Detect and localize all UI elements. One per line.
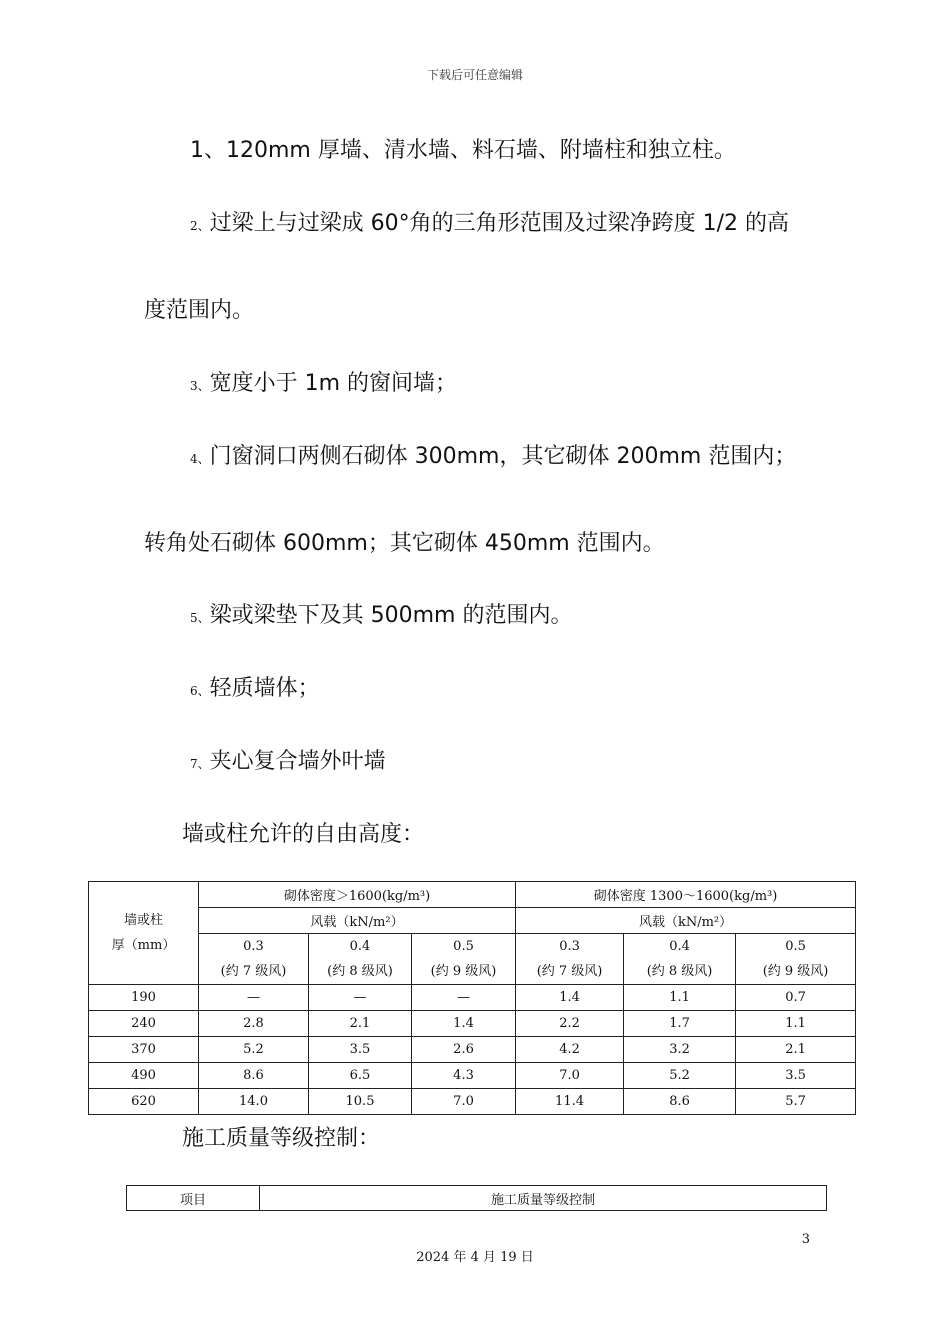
list-item-text: 轻质墙体； [209, 676, 320, 701]
list-item-7 [190, 747, 386, 779]
wind-note: (约 9 级风) [430, 964, 497, 979]
table-cell: 1.7 [624, 1011, 736, 1037]
row-header-line: 厚（mm） [111, 938, 176, 953]
thickness-cell: 240 [89, 1011, 199, 1037]
wind-value: 0.4 [669, 939, 690, 954]
table-cell: 4.2 [516, 1037, 624, 1063]
table-cell: — [309, 985, 412, 1011]
table-row [89, 1011, 856, 1037]
table-cell: — [412, 985, 516, 1011]
wind-value: 0.3 [243, 939, 264, 954]
list-item-1 [190, 136, 736, 166]
table-cell: 3.2 [624, 1037, 736, 1063]
wind-col-header [412, 934, 516, 985]
wind-note: (约 8 级风) [646, 964, 713, 979]
list-item-text: 1、120mm 厚墙、清水墙、料石墙、附墙柱和独立柱。 [190, 138, 736, 163]
table-cell: 4.3 [412, 1063, 516, 1089]
wind-note: (约 7 级风) [536, 964, 603, 979]
table-cell: — [199, 985, 309, 1011]
list-item-text: 度范围内。 [144, 298, 255, 323]
wind-note: (约 7 级风) [220, 964, 287, 979]
table-cell: 1.1 [624, 985, 736, 1011]
thickness-cell: 370 [89, 1037, 199, 1063]
table-cell: 7.0 [412, 1089, 516, 1115]
table-cell: 2.8 [199, 1011, 309, 1037]
list-item-text: 门窗洞口两侧石砌体 300mm，其它砌体 200mm 范围内； [209, 444, 797, 469]
table-cell: 0.7 [736, 985, 856, 1011]
list-item-number: 5、 [190, 611, 210, 625]
thickness-cell: 190 [89, 985, 199, 1011]
list-item-text: 转角处石砌体 600mm；其它砌体 450mm 范围内。 [144, 531, 665, 556]
list-item-text: 夹心复合墙外叶墙 [209, 749, 386, 774]
list-item-4 [190, 442, 796, 474]
table-cell: 2.6 [412, 1037, 516, 1063]
list-item-number: 3、 [190, 379, 210, 393]
list-item-2 [190, 209, 789, 241]
table-cell: 1.1 [736, 1011, 856, 1037]
quality-table-col1: 项目 [127, 1186, 260, 1211]
list-item-text: 梁或梁垫下及其 500mm 的范围内。 [209, 603, 573, 628]
table-cell: 2.2 [516, 1011, 624, 1037]
table-row [89, 1063, 856, 1089]
wall-height-table [88, 881, 856, 1115]
list-item-number: 6、 [190, 684, 210, 698]
table-cell: 14.0 [199, 1089, 309, 1115]
table-cell: 3.5 [736, 1063, 856, 1089]
table-row [89, 1037, 856, 1063]
table-cell: 10.5 [309, 1089, 412, 1115]
list-item-2-continuation [144, 296, 254, 326]
wind-value: 0.3 [559, 939, 580, 954]
wind-col-header [309, 934, 412, 985]
table-cell: 5.7 [736, 1089, 856, 1115]
group-header: 砌体密度 1300～1600(kg/m³) [516, 882, 856, 908]
list-item-number: 7、 [190, 757, 210, 771]
table-cell: 7.0 [516, 1063, 624, 1089]
wind-value: 0.5 [785, 939, 806, 954]
list-item-6 [190, 674, 320, 706]
footer-date: 2024 年 4 月 19 日 [416, 1250, 534, 1265]
quality-control-table [126, 1185, 827, 1211]
row-header-line: 墙或柱 [123, 913, 163, 928]
row-header-cell [89, 882, 199, 985]
table-cell: 3.5 [309, 1037, 412, 1063]
table-row [89, 1089, 856, 1115]
table-row [89, 985, 856, 1011]
list-item-text: 过梁上与过梁成 60°角的三角形范围及过梁净跨度 1/2 的高 [209, 211, 790, 236]
wind-load-header: 风载（kN/m²） [199, 908, 516, 934]
table-cell: 2.1 [736, 1037, 856, 1063]
group-header: 砌体密度＞1600(kg/m³) [199, 882, 516, 908]
wind-note: (约 8 级风) [327, 964, 393, 979]
wind-col-header [624, 934, 736, 985]
table-cell: 11.4 [516, 1089, 624, 1115]
section-heading-quality: 施工质量等级控制： [182, 1126, 381, 1151]
wind-col-header [736, 934, 856, 985]
page-number: 3 [801, 1232, 810, 1247]
table-cell: 1.4 [412, 1011, 516, 1037]
page-header: 下载后可任意编辑 [426, 68, 523, 82]
thickness-cell: 620 [89, 1089, 199, 1115]
wind-value: 0.5 [453, 939, 474, 954]
table-cell: 8.6 [624, 1089, 736, 1115]
wind-value: 0.4 [349, 939, 371, 954]
table-cell: 8.6 [199, 1063, 309, 1089]
table-cell: 5.2 [624, 1063, 736, 1089]
list-item-3 [190, 369, 457, 401]
list-item-number: 2、 [190, 219, 210, 233]
table-cell: 6.5 [309, 1063, 412, 1089]
wind-load-header: 风载（kN/m²） [516, 908, 856, 934]
section-heading-free-height: 墙或柱允许的自由高度： [182, 822, 425, 847]
list-item-number: 4、 [190, 452, 210, 466]
wind-col-header [199, 934, 309, 985]
thickness-cell: 490 [89, 1063, 199, 1089]
list-item-text: 宽度小于 1m 的窗间墙； [209, 371, 458, 396]
table-cell: 1.4 [516, 985, 624, 1011]
list-item-4-continuation [144, 529, 665, 559]
table-cell: 5.2 [199, 1037, 309, 1063]
quality-table-col2: 施工质量等级控制 [260, 1186, 827, 1211]
list-item-5 [190, 601, 572, 633]
wind-col-header [516, 934, 624, 985]
wind-note: (约 9 级风) [762, 964, 829, 979]
table-cell: 2.1 [309, 1011, 412, 1037]
